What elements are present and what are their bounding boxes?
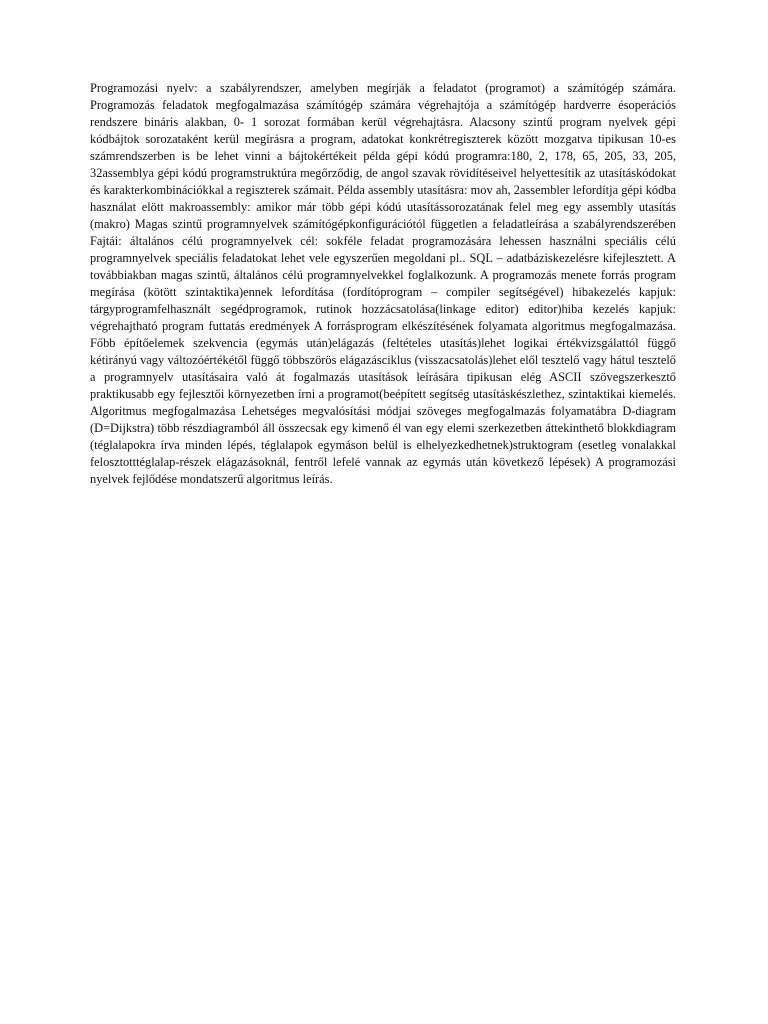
body-paragraph: Programozási nyelv: a szabályrendszer, amelyben megírják a feladatot (programot) a számítógép számára. Programozás feladatok megfogalmazása számítógép számára végrehajtója a számítógép hardverre ésoperációs rendszere bináris alakban, 0- 1 sorozat formában kerül végrehajtásra. Alacsony szintű program nyelvek gépi kódbájtok sorozataként kerül megírásra a program, adatokat konkrétregiszterek között mozgatva tipikusan 10-es számrendszerben is be lehet vinni a bájtokértékeit példa gépi kódú programra:180, 2, 178, 65, 205, 33, 205, 32assemblya gépi kódú programstruktúra megőrződig, de angol szavak rövidítéseivel helyettesítik az utasításkódokat és karakterkombinációkkal a regiszterek számait. Példa assembly utasításra: mov ah, 2assembler lefordítja gépi kódba használat elött makroassembly: amikor már több gépi kódú utasítássorozatának felel meg egy assembly utasítás (makro) Magas szintű programnyelvek számítógépkonfigurációtól független a feladatleírása a szabályrendszerében Fajtái: általános célú programnyelvek cél: sokféle feladat programozására lehessen használni speciális célú programnyelvek speciális feladatokat lehet vele egyszerűen megoldani pl.. SQL – adatbáziskezelésre kifejlesztett. A továbbiakban magas szintű, általános célú programnyelvekkel foglalkozunk. A programozás menete forrás program megírása (kötött szintaktika)ennek lefordítása (fordítóprogram – compiler segítségével) hibakezelés kapjuk: tárgyprogramfelhasznált segédprogramok, rutinok hozzácsatolása(linkage editor) editor)hiba kezelés kapjuk: végrehajtható program futtatás eredmények A forrásprogram elkészítésének folyamata algoritmus megfogalmazása. Főbb építőelemek szekvencia (egymás után)elágazás (feltételes utasítás)lehet logikai értékvizsgálattól függő kétirányú vagy változóértékétől függő többszörös elágazásciklus (visszacsatolás)lehet elől tesztelő vagy hátul tesztelő a programnyelv utasításaira való át fogalmazás utasítások leírására tipikusan elég ASCII szövegszerkesztő praktikusabb egy fejlesztői környezetben írni a programot(beépített segítség utasításkészlethez, szintaktikai kiemelés. Algoritmus megfogalmazása Lehetséges megvalósítási módjai szöveges megfogalmazás folyamatábra D-diagram (D=Dijkstra) több részdiagramból áll összecsak egy kimenő él van egy elemi szerkezetben áttekinthető blokkdiagram (téglalapokra írva minden lépés, téglalapok egymáson belül is elhelyezkedhetnek)struktogram (esetleg vonalakkal felosztotttéglalap-részek elágazásoknál, fentről lefelé vannak az egymás után következő lépések) A programozási nyelvek fejlődése mondatszerű algoritmus leírás. <box>90 81 676 486</box>
